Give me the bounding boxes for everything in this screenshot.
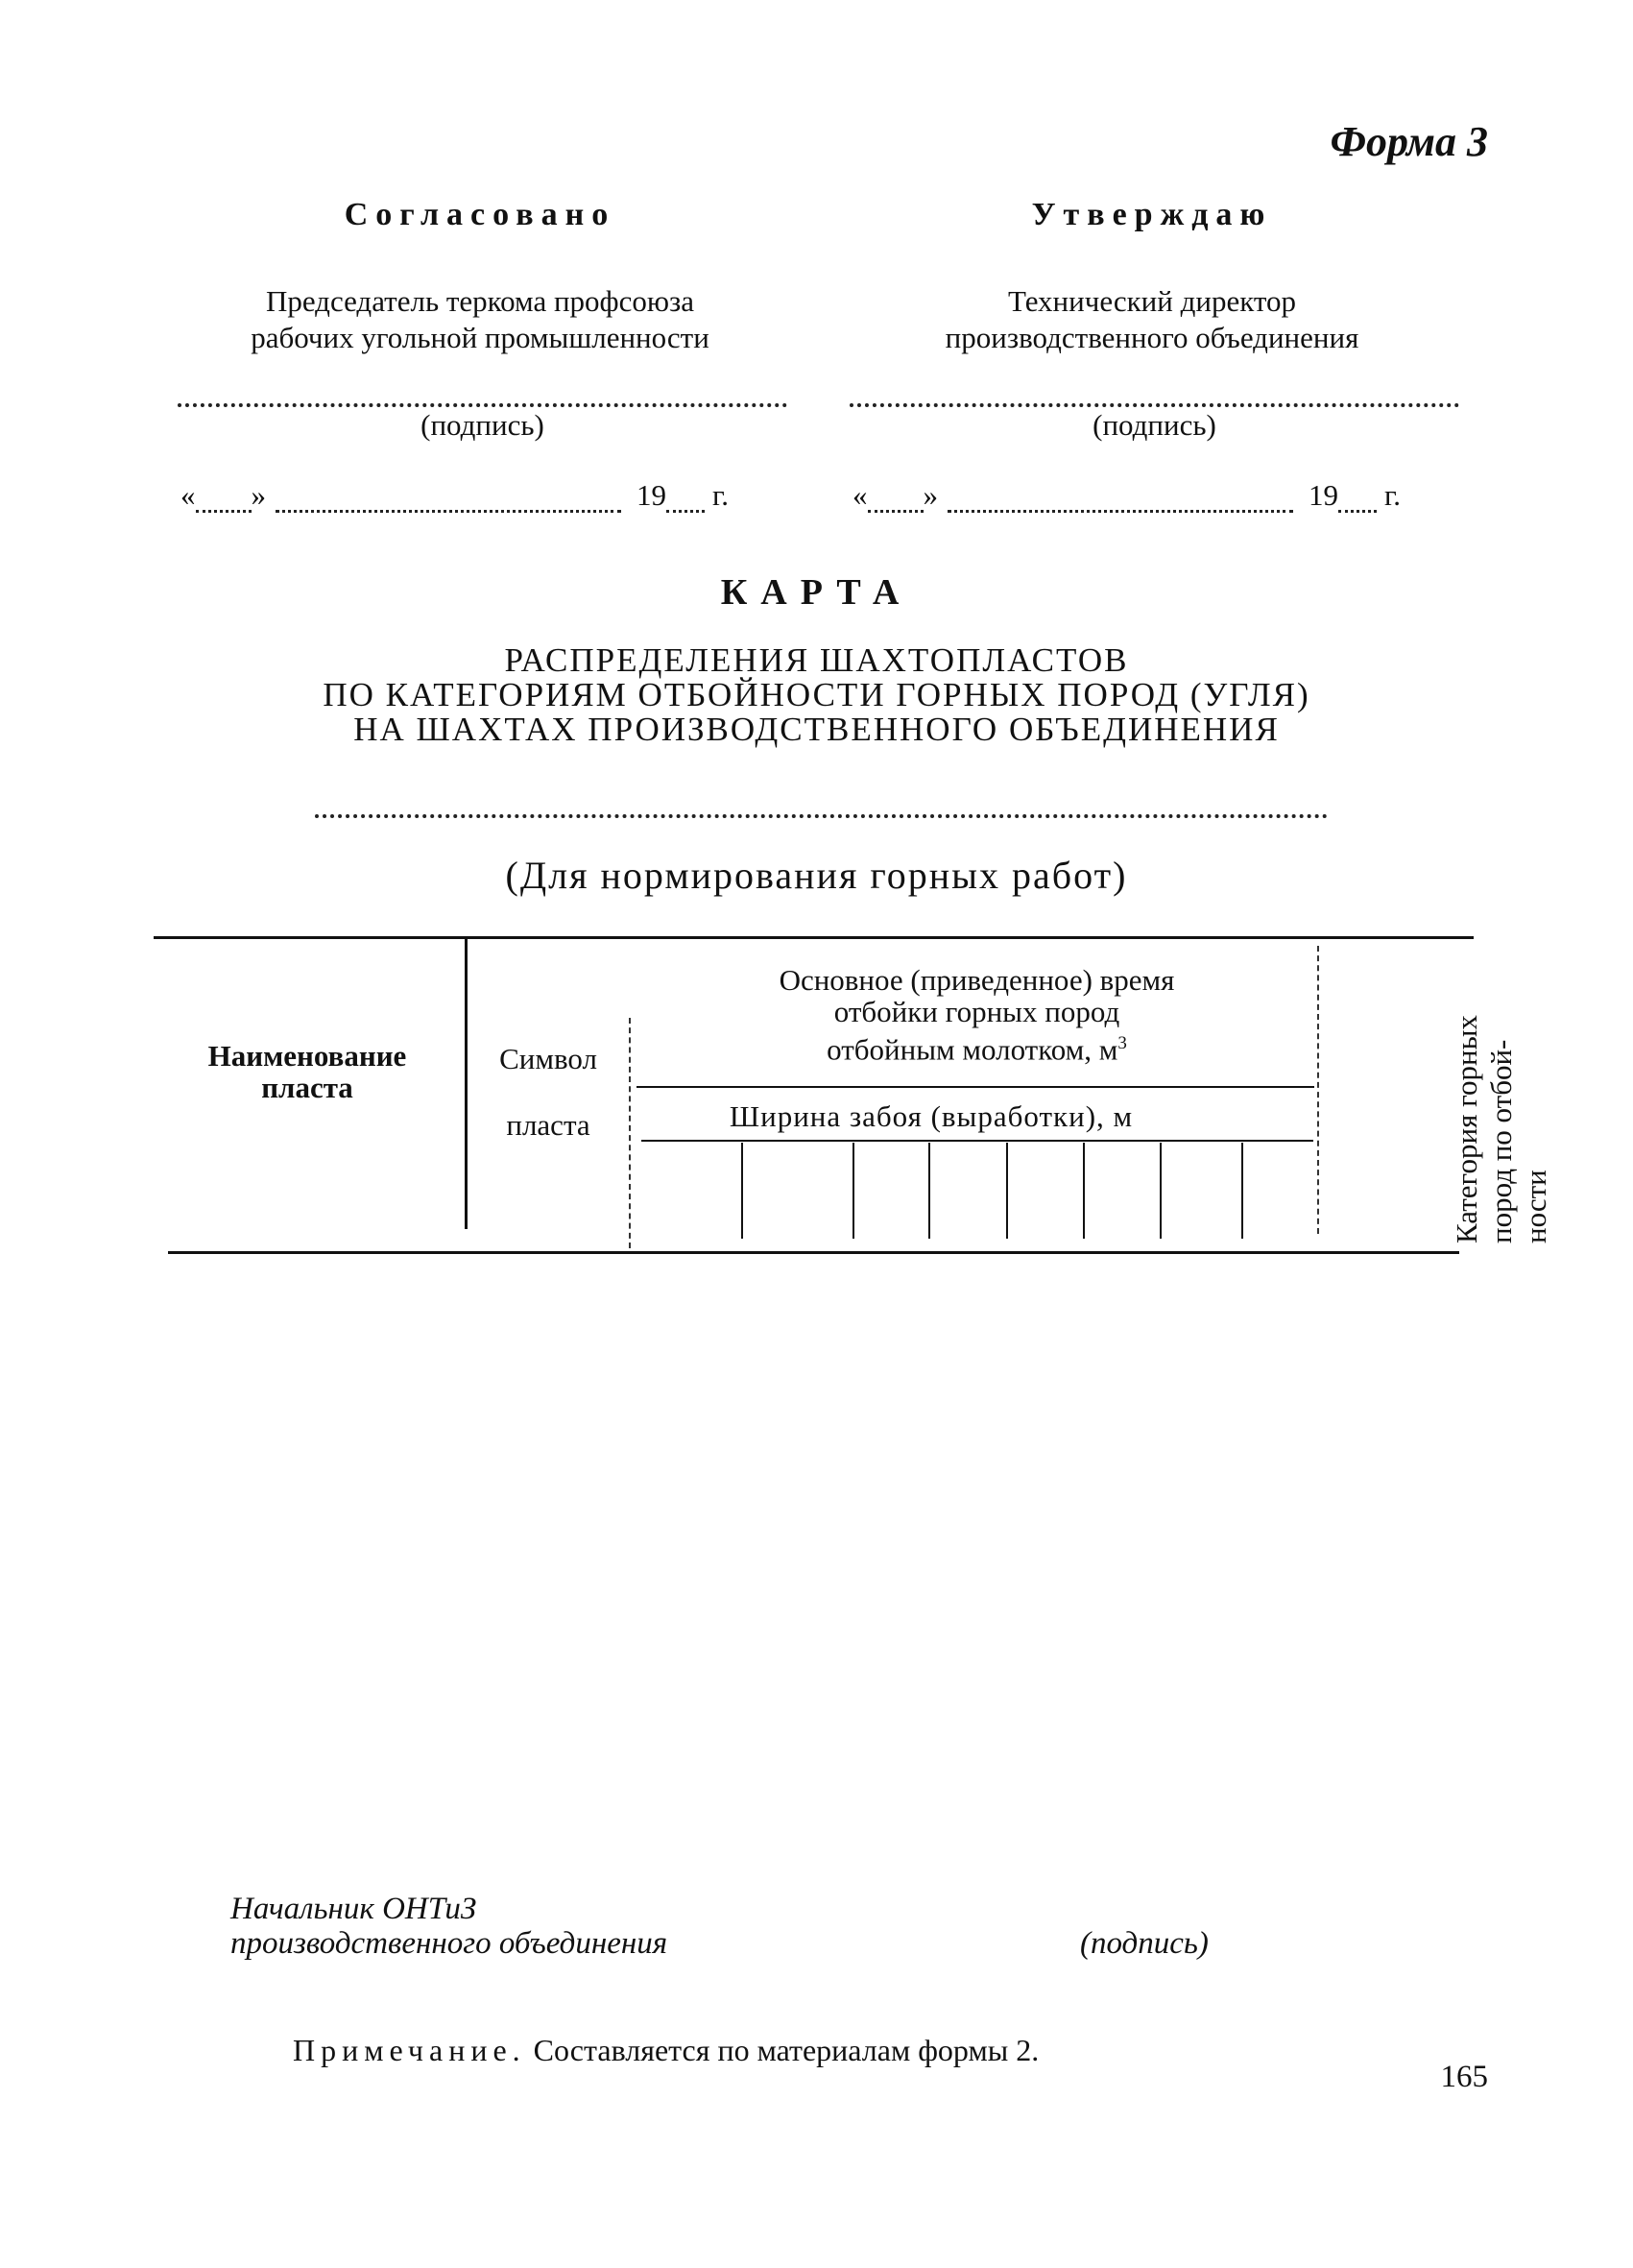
table-width-subcol-divider bbox=[1160, 1143, 1162, 1239]
table-width-subcol-divider bbox=[928, 1143, 930, 1239]
footer-signature-label: (подпись) bbox=[1080, 1926, 1209, 1961]
column-header-category bbox=[1450, 936, 1565, 1243]
column-header-base-time-line3: отбойным молотком, м bbox=[827, 1032, 1118, 1067]
note-text: Составляется по материалам формы 2. bbox=[533, 2033, 1040, 2067]
approval-left-heading: Согласовано bbox=[344, 197, 616, 232]
table-width-subcols-top bbox=[641, 1140, 1313, 1142]
approval-left-signature-line bbox=[178, 403, 787, 407]
footer-role-line1: Начальник ОНТиЗ bbox=[230, 1892, 477, 1926]
date-year-prefix: 19 bbox=[1309, 478, 1338, 512]
column-header-category-line3: ности bbox=[1519, 1170, 1552, 1243]
column-header-symbol-line1: Символ bbox=[499, 1042, 597, 1075]
table-top-border bbox=[154, 936, 1474, 939]
table-width-subcol-divider bbox=[1006, 1143, 1008, 1239]
date-month-blank bbox=[276, 487, 621, 513]
column-header-symbol-line2: пласта bbox=[506, 1108, 590, 1142]
date-close-quote: » bbox=[251, 478, 266, 512]
approval-left-signature-label: (подпись) bbox=[420, 408, 544, 442]
table-divider-time-category bbox=[1317, 946, 1319, 1234]
column-header-base-time bbox=[638, 964, 1315, 1065]
approval-right-heading: Утверждаю bbox=[1031, 197, 1273, 232]
date-year-suffix: г. bbox=[1384, 478, 1401, 512]
column-header-plast-name-line1: Наименование bbox=[207, 1039, 407, 1073]
approval-right-position-line1: Технический директор bbox=[1007, 284, 1297, 318]
title-line-3: НА ШАХТАХ ПРОИЗВОДСТВЕННОГО ОБЪЕДИНЕНИЯ bbox=[353, 711, 1280, 748]
organization-blank-line bbox=[315, 814, 1328, 818]
date-open-quote: « bbox=[853, 478, 868, 512]
approval-right-signature-label: (подпись) bbox=[1093, 408, 1216, 442]
title-line-2: ПО КАТЕГОРИЯМ ОТБОЙНОСТИ ГОРНЫХ ПОРОД (УГЛЯ) bbox=[323, 676, 1310, 713]
form-label: Форма 3 bbox=[1330, 118, 1488, 165]
approval-right-date bbox=[853, 478, 1467, 513]
column-header-base-time-superscript: 3 bbox=[1117, 1033, 1127, 1053]
table-width-subcol-divider bbox=[1083, 1143, 1085, 1239]
table-width-subcol-divider bbox=[1241, 1143, 1243, 1239]
approval-right-signature-line bbox=[850, 403, 1459, 407]
column-header-plast-name bbox=[154, 1040, 461, 1103]
table-divider-symbol-time bbox=[629, 1018, 631, 1248]
footer-role-line2: производственного объединения bbox=[230, 1926, 668, 1961]
column-header-face-width: Ширина забоя (выработки), м bbox=[729, 1099, 1134, 1133]
approval-right-block bbox=[816, 197, 1488, 356]
column-header-base-time-line3-wrap bbox=[638, 1027, 1315, 1065]
date-year-blank bbox=[1338, 487, 1377, 513]
note-label: Примечание. bbox=[293, 2033, 526, 2067]
date-close-quote: » bbox=[923, 478, 938, 512]
date-year-prefix: 19 bbox=[636, 478, 666, 512]
approval-left-block bbox=[144, 197, 816, 356]
date-year-suffix: г. bbox=[712, 478, 729, 512]
table-width-subcol-divider bbox=[853, 1143, 854, 1239]
approval-right-position-line2: производственного объединения bbox=[945, 321, 1359, 354]
approval-left-position-line1: Председатель теркома профсоюза bbox=[265, 284, 695, 318]
date-day-blank bbox=[868, 487, 924, 513]
document-title-block bbox=[0, 643, 1633, 747]
table-width-subcol-divider bbox=[741, 1143, 743, 1239]
date-month-blank bbox=[948, 487, 1293, 513]
date-year-blank bbox=[666, 487, 705, 513]
footer-role bbox=[230, 1892, 667, 1961]
table-bottom-border bbox=[168, 1251, 1459, 1254]
column-header-category-line2: пород по отбой- bbox=[1484, 1039, 1518, 1243]
date-open-quote: « bbox=[180, 478, 196, 512]
title-line-1: РАСПРЕДЕЛЕНИЯ ШАХТОПЛАСТОВ bbox=[504, 641, 1129, 679]
document-subtitle: (Для нормирования горных работ) bbox=[505, 854, 1128, 897]
page-number: 165 bbox=[1440, 2060, 1488, 2094]
approval-left-date bbox=[180, 478, 795, 513]
column-header-base-time-line2: отбойки горных пород bbox=[833, 995, 1120, 1028]
note bbox=[293, 2033, 1039, 2068]
table-divider-name-symbol bbox=[465, 939, 468, 1229]
table-time-width-divider bbox=[636, 1086, 1314, 1088]
column-header-category-line1: Категория горных bbox=[1450, 1015, 1483, 1243]
approval-left-position-line2: рабочих угольной промышленности bbox=[251, 321, 709, 354]
document-title: КАРТА bbox=[720, 572, 913, 613]
column-header-plast-name-line2: пласта bbox=[261, 1071, 353, 1104]
column-header-base-time-line1: Основное (приведенное) время bbox=[779, 963, 1175, 997]
date-day-blank bbox=[196, 487, 252, 513]
